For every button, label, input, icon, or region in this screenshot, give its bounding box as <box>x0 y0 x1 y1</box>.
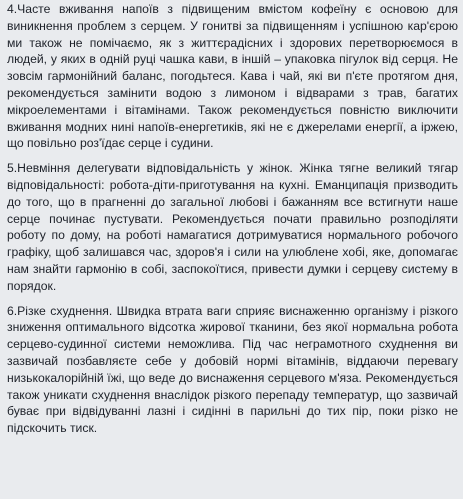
paragraph-responsibility: 5.Невміння делегувати відповідальність у жінок. Жінка тягне великий тягар відповідальності: робота-діти-приготування на кухні. Еманципація призводить до того, що в прагненні до загальної любові і бажанням все встигнути наше серце починає пустувати. Рекомендується почати правильно розподіляти роботу по дому, на роботі намагатися дотримуватися нормального робочого графіку, щоб залишався час, здоров'я і сили на улюблене хобі, яке, допомагає нам знайти гармонію в собі, заспокоїтися, привести думки і серцеву систему в порядок. <box>7 161 458 293</box>
paragraph-weight-loss: 6.Різке схуднення. Швидка втрата ваги сприяє виснаженню організму і різкого зниження оптимального відсотка жирової тканини, без якої нормальна робота серцево-судинної системи неможлива. Під час неграмотного схуднення ви зазвичай позбавляєте себе у добовій нормі вітамінів, віддаючи перевагу низькокалорійній їжі, що веде до виснаження серцевого м'яза. Рекомендується також уникати схуднення внаслідок різкого перепаду температур, що зазвичай буває при відвідуванні лазні і сидінні в парильні до тих пір, поки різко не підскочить тиск. <box>7 303 458 436</box>
paragraph-caffeine: 4.Часте вживання напоїв з підвищеним вмістом кофеїну є основою для виникнення проблем з серцем. У гонитві за підвищенням і успішною кар'єрою ми також не помічаємо, як з життєрадісних і здорових перетворюємося в людей, у яких в одній руці чашка кави, в іншій – упаковка пігулок від серця. Не зовсім гармонійний баланс, погодьтеся. Кава і чай, які ви п'єте протягом дня, рекомендується замінити водою з лимоном і відварами з трав, багатих мікроелементами і вітамінами. Також рекомендується повністю виключити вживання модних нині напоїв-енергетиків, які не є джерелами енергії, а іржею, що повільно роз'їдає серце і судини. <box>7 2 458 151</box>
